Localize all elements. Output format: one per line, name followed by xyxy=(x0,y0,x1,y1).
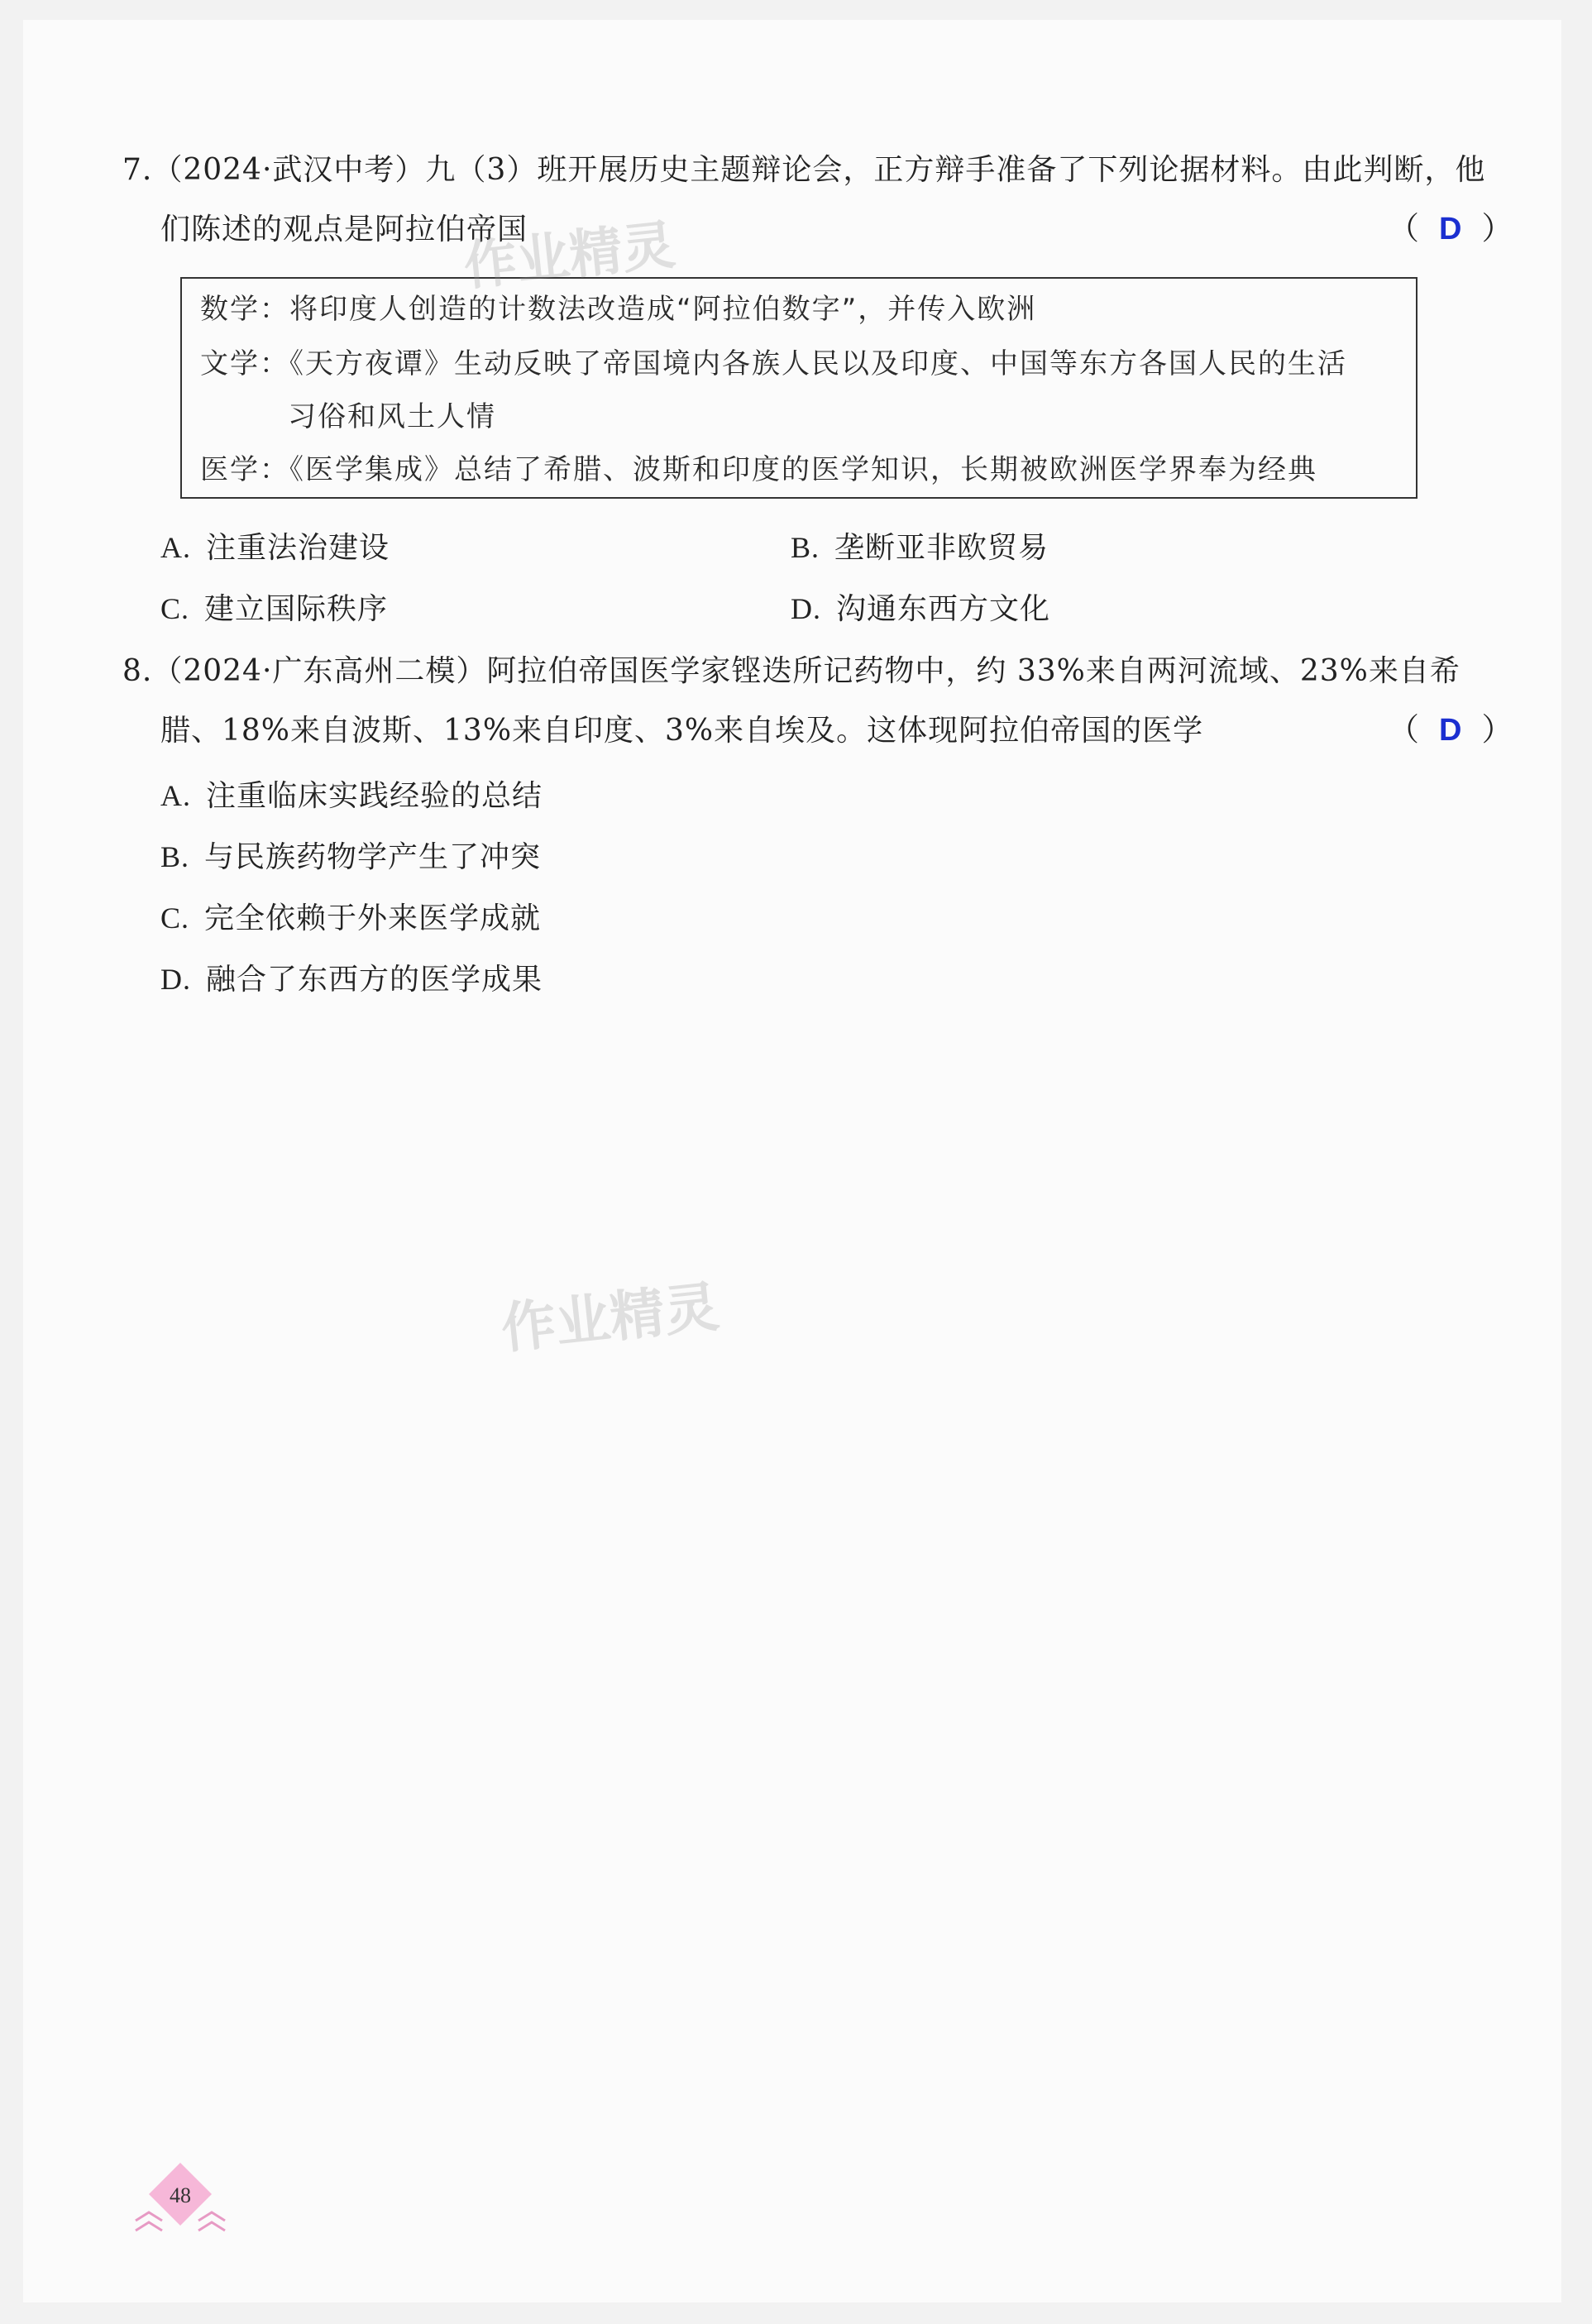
material-line-medicine: 医学：《医学集成》总结了希腊、波斯和印度的医学知识，长期被欧洲医学界奉为经典 xyxy=(200,453,1317,486)
question-7-stem-line-2: 们陈述的观点是阿拉伯帝国 xyxy=(160,213,528,246)
question-8-stem-line-1: 8.（2024·广东高州二模）阿拉伯帝国医学家铿迭所记药物中，约 33%来自两河流域、23%来自希 xyxy=(122,654,1461,688)
question-7-option-c xyxy=(160,587,388,631)
question-8-option-b xyxy=(160,835,541,879)
option-label: D. xyxy=(791,592,821,625)
material-line-math: 数学：将印度人创造的计数法改造成“阿拉伯数字”，并传入欧洲 xyxy=(200,293,1037,326)
option-text: 与民族药物学产生了冲突 xyxy=(204,840,542,874)
page-number-badge xyxy=(131,2159,230,2239)
option-label: C. xyxy=(160,901,190,935)
answer-open-paren: （ xyxy=(1388,711,1420,748)
option-label: C. xyxy=(160,592,190,625)
question-8-option-a xyxy=(160,774,543,818)
question-8-option-d xyxy=(160,958,543,1002)
question-8-answer xyxy=(1388,708,1513,752)
answer-letter: D xyxy=(1439,212,1462,246)
material-box xyxy=(180,277,1418,499)
option-label: A. xyxy=(160,779,191,812)
option-label: D. xyxy=(160,963,191,996)
question-7-option-a xyxy=(160,526,390,570)
diamond-badge-icon xyxy=(131,2159,230,2239)
question-7-option-b xyxy=(791,526,1049,570)
watermark-middle: 作业精灵 xyxy=(498,1274,722,1361)
answer-letter: D xyxy=(1439,713,1462,748)
question-7-option-d xyxy=(791,587,1050,631)
option-label: B. xyxy=(160,840,190,873)
option-text: 沟通东西方文化 xyxy=(836,592,1051,626)
option-text: 垄断亚非欧贸易 xyxy=(834,531,1049,565)
option-text: 注重临床实践经验的总结 xyxy=(206,779,543,813)
question-8-stem-line-2: 腊、18%来自波斯、13%来自印度、3%来自埃及。这体现阿拉伯帝国的医学 xyxy=(160,714,1204,748)
option-label: B. xyxy=(791,531,820,564)
question-7-stem-line-1: 7.（2024·武汉中考）九（3）班开展历史主题辩论会，正方辩手准备了下列论据材料。由此判断，他 xyxy=(122,153,1486,187)
material-line-literature-cont: 习俗和风土人情 xyxy=(288,400,496,433)
option-text: 完全依赖于外来医学成就 xyxy=(204,901,542,935)
question-7-answer xyxy=(1388,207,1513,251)
option-text: 融合了东西方的医学成果 xyxy=(206,963,543,997)
watermark-top: 作业精灵 xyxy=(461,214,678,299)
answer-close-paren: ） xyxy=(1481,711,1513,748)
question-8-option-c xyxy=(160,897,541,940)
option-text: 建立国际秩序 xyxy=(204,592,389,626)
answer-close-paren: ） xyxy=(1481,210,1513,246)
answer-open-paren: （ xyxy=(1388,210,1420,246)
material-line-literature: 文学：《天方夜谭》生动反映了帝国境内各族人民以及印度、中国等东方各国人民的生活 xyxy=(200,347,1347,380)
option-text: 注重法治建设 xyxy=(206,531,390,565)
page-number: 48 xyxy=(170,2183,191,2207)
option-label: A. xyxy=(160,531,191,564)
